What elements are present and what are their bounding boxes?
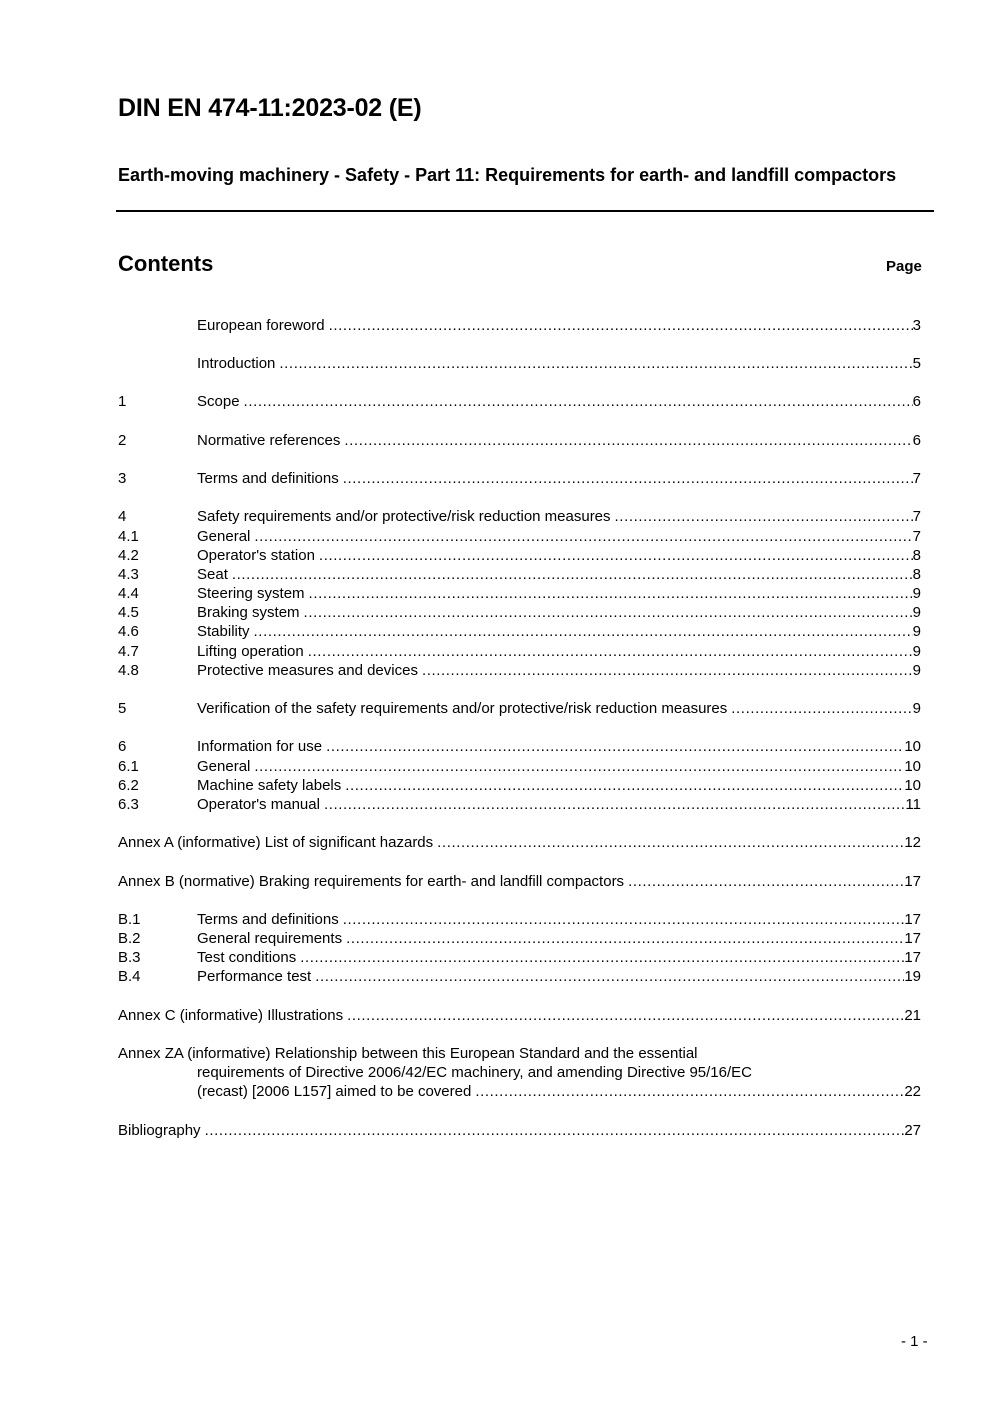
toc-entry[interactable] bbox=[118, 661, 921, 680]
toc-entry[interactable] bbox=[118, 507, 921, 526]
toc-page: 8 bbox=[912, 566, 921, 583]
toc-leader bbox=[475, 1082, 904, 1101]
toc-title: Machine safety labels bbox=[197, 777, 342, 794]
toc-number: 6.2 bbox=[118, 777, 139, 794]
toc-entry[interactable] bbox=[118, 354, 921, 373]
toc-number: 5 bbox=[118, 700, 127, 717]
toc-leader bbox=[300, 948, 904, 967]
toc-title: Seat bbox=[197, 566, 228, 583]
toc-page: 12 bbox=[904, 834, 921, 851]
toc-page: 9 bbox=[912, 623, 921, 640]
toc-number: B.2 bbox=[118, 930, 141, 947]
toc-number: 4.8 bbox=[118, 662, 139, 679]
toc-leader bbox=[232, 565, 913, 584]
toc-leader bbox=[315, 967, 904, 986]
toc-title: Terms and definitions bbox=[197, 911, 339, 928]
toc-leader bbox=[244, 392, 913, 411]
toc-entry[interactable] bbox=[118, 565, 921, 584]
toc-title: Annex A (informative) List of significant hazards bbox=[118, 834, 434, 851]
toc-leader bbox=[254, 757, 904, 776]
toc-leader bbox=[205, 1121, 905, 1140]
toc-page: 8 bbox=[912, 547, 921, 564]
toc-entry[interactable] bbox=[118, 910, 921, 929]
contents-heading: Contents bbox=[118, 251, 214, 276]
toc-page: 17 bbox=[904, 930, 921, 947]
toc-title: Introduction bbox=[197, 355, 276, 372]
toc-number: 4.2 bbox=[118, 547, 139, 564]
toc-leader bbox=[329, 316, 913, 335]
toc-leader bbox=[615, 507, 913, 526]
toc-page: 22 bbox=[904, 1083, 921, 1100]
toc-entry[interactable] bbox=[118, 757, 921, 776]
toc-page: 9 bbox=[912, 662, 921, 679]
toc-entry-annex-za[interactable] bbox=[118, 1044, 921, 1101]
toc-entry[interactable] bbox=[118, 776, 921, 795]
toc-entry[interactable] bbox=[118, 546, 921, 565]
toc-number: 3 bbox=[118, 470, 127, 487]
toc-page: 19 bbox=[904, 968, 921, 985]
toc-title-last-line bbox=[118, 1082, 921, 1101]
toc-leader bbox=[319, 546, 913, 565]
toc-title: General requirements bbox=[197, 930, 343, 947]
toc-page: 9 bbox=[912, 604, 921, 621]
toc-title-line: requirements of Directive 2006/42/EC machinery, and amending Directive 95/16/EC bbox=[197, 1064, 752, 1081]
toc-page: 10 bbox=[904, 777, 921, 794]
toc-leader bbox=[308, 642, 913, 661]
toc-page: 9 bbox=[912, 585, 921, 602]
toc-leader bbox=[422, 661, 913, 680]
toc-entry[interactable] bbox=[118, 527, 921, 546]
toc-page: 7 bbox=[912, 528, 921, 545]
document-title: Earth-moving machinery - Safety - Part 11: Requirements for earth- and landfill compactors bbox=[118, 165, 897, 185]
toc-entry[interactable] bbox=[118, 795, 921, 814]
toc-title: Stability bbox=[197, 623, 250, 640]
toc-title: Test conditions bbox=[197, 949, 297, 966]
toc-leader bbox=[343, 469, 913, 488]
toc-page: 9 bbox=[912, 643, 921, 660]
toc-leader bbox=[309, 584, 913, 603]
toc-entry[interactable] bbox=[118, 699, 921, 718]
toc-title: (recast) [2006 L157] aimed to be covered bbox=[197, 1083, 472, 1100]
toc-entry[interactable] bbox=[118, 1006, 921, 1025]
toc-title: Verification of the safety requirements and/or protective/risk reduction measures bbox=[197, 700, 728, 717]
toc-leader bbox=[345, 776, 904, 795]
toc-number: 4.4 bbox=[118, 585, 139, 602]
toc-entry[interactable] bbox=[118, 622, 921, 641]
toc-entry[interactable] bbox=[118, 929, 921, 948]
toc-entry[interactable] bbox=[118, 872, 921, 891]
toc-page: 9 bbox=[912, 700, 921, 717]
toc-page: 10 bbox=[904, 738, 921, 755]
toc-number: 4 bbox=[118, 508, 127, 525]
toc-entry-bibliography[interactable] bbox=[118, 1121, 921, 1140]
toc-page: 21 bbox=[904, 1007, 921, 1024]
toc-page: 27 bbox=[904, 1122, 921, 1139]
toc-leader bbox=[279, 354, 912, 373]
toc-title: Protective measures and devices bbox=[197, 662, 418, 679]
toc-leader bbox=[343, 910, 905, 929]
toc-number: 6.3 bbox=[118, 796, 139, 813]
toc-page: 6 bbox=[912, 432, 921, 449]
toc-entry[interactable] bbox=[118, 967, 921, 986]
toc-number: 6 bbox=[118, 738, 127, 755]
toc-entry[interactable] bbox=[118, 431, 921, 450]
toc-page: 6 bbox=[912, 393, 921, 410]
toc-leader bbox=[346, 929, 904, 948]
toc-page: 3 bbox=[912, 317, 921, 334]
toc-title: General bbox=[197, 528, 251, 545]
document-id: DIN EN 474-11:2023-02 (E) bbox=[118, 94, 422, 122]
toc-entry[interactable] bbox=[118, 603, 921, 622]
toc-leader bbox=[324, 795, 905, 814]
toc-leader bbox=[344, 431, 912, 450]
toc-title: Braking system bbox=[197, 604, 300, 621]
toc-number: 2 bbox=[118, 432, 127, 449]
toc-title-line: Annex ZA (informative) Relationship between this European Standard and the essential bbox=[118, 1045, 698, 1062]
page-column-heading: Page bbox=[886, 258, 922, 275]
toc-number: B.1 bbox=[118, 911, 141, 928]
toc-number: 4.3 bbox=[118, 566, 139, 583]
toc-entry[interactable] bbox=[118, 737, 921, 756]
toc-title: Operator's manual bbox=[197, 796, 320, 813]
toc-entry[interactable] bbox=[118, 392, 921, 411]
toc-number: B.3 bbox=[118, 949, 141, 966]
toc-leader bbox=[326, 737, 904, 756]
toc-leader bbox=[731, 699, 912, 718]
toc-number: 6.1 bbox=[118, 758, 139, 775]
toc-leader bbox=[437, 833, 904, 852]
toc-number: 4.5 bbox=[118, 604, 139, 621]
toc-entry[interactable] bbox=[118, 584, 921, 603]
toc-number: 1 bbox=[118, 393, 127, 410]
toc-title: General bbox=[197, 758, 251, 775]
page-number: - 1 - bbox=[901, 1333, 928, 1350]
toc-page: 7 bbox=[912, 470, 921, 487]
toc-title: Information for use bbox=[197, 738, 323, 755]
toc-entry[interactable] bbox=[118, 642, 921, 661]
toc-page: 11 bbox=[905, 796, 921, 813]
toc-number: 4.1 bbox=[118, 528, 139, 545]
toc-leader bbox=[628, 872, 904, 891]
toc-leader bbox=[254, 527, 912, 546]
toc-entry[interactable] bbox=[118, 948, 921, 967]
toc-leader bbox=[254, 622, 913, 641]
toc-title: Terms and definitions bbox=[197, 470, 339, 487]
toc-page: 17 bbox=[904, 911, 921, 928]
toc-leader bbox=[347, 1006, 904, 1025]
toc-title: Scope bbox=[197, 393, 240, 410]
toc-title: Annex C (informative) Illustrations bbox=[118, 1007, 344, 1024]
toc-entry[interactable] bbox=[118, 469, 921, 488]
toc-title: European foreword bbox=[197, 317, 325, 334]
toc-number: 4.6 bbox=[118, 623, 139, 640]
toc-page: 10 bbox=[904, 758, 921, 775]
toc-number: B.4 bbox=[118, 968, 141, 985]
toc-title: Safety requirements and/or protective/risk reduction measures bbox=[197, 508, 611, 525]
toc-page: 7 bbox=[912, 508, 921, 525]
toc-page: 17 bbox=[904, 949, 921, 966]
toc-title: Normative references bbox=[197, 432, 341, 449]
toc-page: 5 bbox=[912, 355, 921, 372]
toc-title: Bibliography bbox=[118, 1122, 201, 1139]
toc-page: 17 bbox=[904, 873, 921, 890]
toc-title: Annex B (normative) Braking requirements for earth- and landfill compactors bbox=[118, 873, 625, 890]
toc-number: 4.7 bbox=[118, 643, 139, 660]
toc-title: Performance test bbox=[197, 968, 312, 985]
toc-leader bbox=[304, 603, 913, 622]
toc-entry[interactable] bbox=[118, 316, 921, 335]
toc-title: Operator's station bbox=[197, 547, 315, 564]
toc-title: Lifting operation bbox=[197, 643, 304, 660]
toc-entry[interactable] bbox=[118, 833, 921, 852]
toc-title: Steering system bbox=[197, 585, 305, 602]
